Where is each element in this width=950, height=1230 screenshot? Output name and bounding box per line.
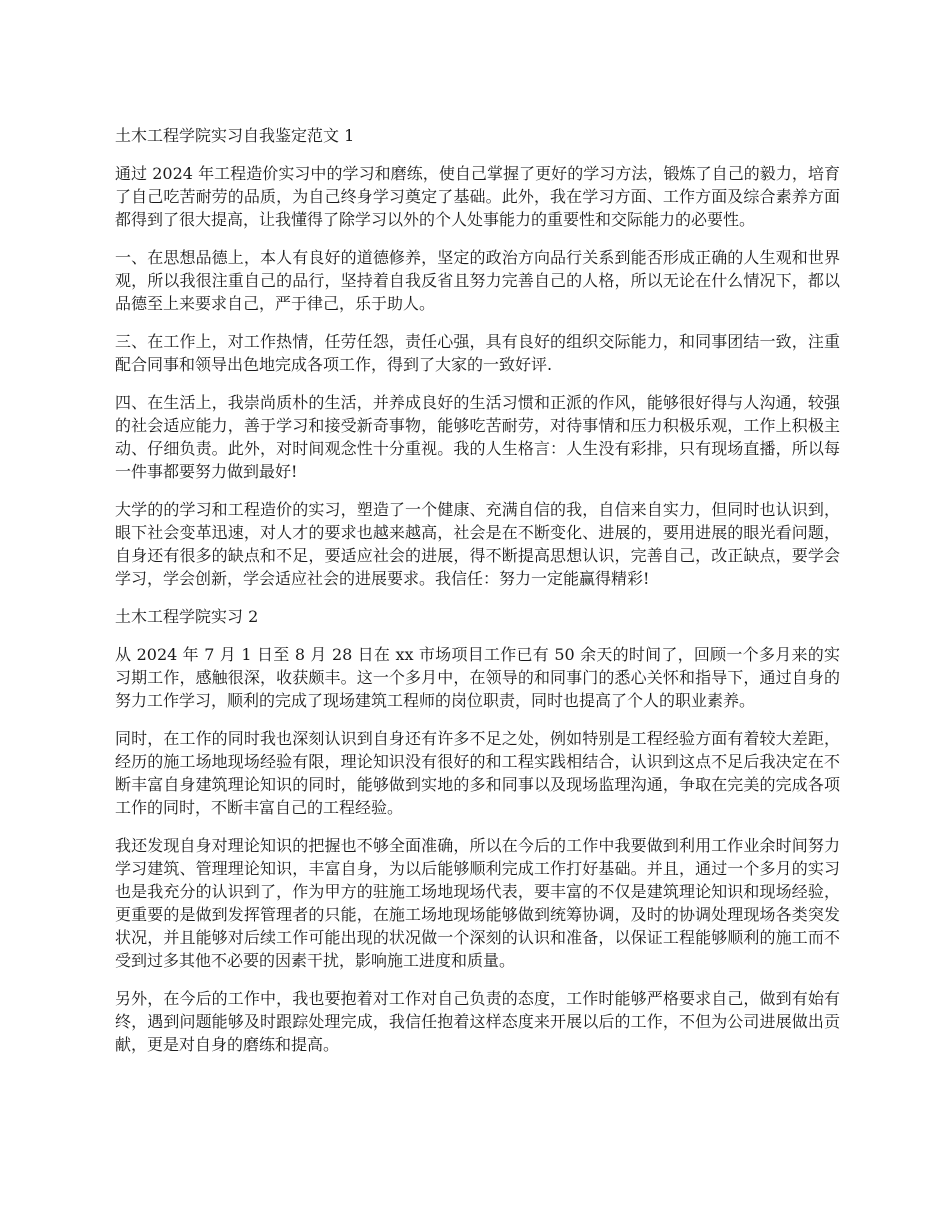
paragraph-moral: 一、在思想品德上，本人有良好的道德修养，坚定的政治方向品行关系到能否形成正确的人生观和世界观，所以我很注重自己的品行，坚持着自我反省且努力完善自己的人格，所以无论在什么情况下，都以品德至上来要求自己，严于律己，乐于助人。 bbox=[115, 248, 840, 313]
paragraph-summary: 大学的的学习和工程造价的实习，塑造了一个健康、充满自信的我，自信来自实力，但同时也认识到，眼下社会变革迅速，对人才的要求也越来越高，社会是在不断变化、进展的，要用进展的眼光看问题，自身还有很多的缺点和不足，要适应社会的进展，得不断提高思想认识，完善自己，改正缺点，要学会学习，学会创新，学会适应社会的进展要求。我信任：努力一定能赢得精彩! bbox=[115, 500, 840, 588]
paragraph-work: 三、在工作上，对工作热情，任劳任怨，责任心强，具有良好的组织交际能力，和同事团结一致，注重配合同事和领导出色地完成各项工作，得到了大家的一致好评. bbox=[115, 332, 840, 374]
section-heading-1: 土木工程学院实习自我鉴定范文 1 bbox=[115, 126, 355, 145]
paragraph-future: 另外，在今后的工作中，我也要抱着对工作对自己负责的态度，工作时能够严格要求自己，做到有始有终，遇到问题能够及时跟踪处理完成，我信任抱着这样态度来开展以后的工作，不但为公司进展做出贡献，更是对自身的磨练和提高。 bbox=[115, 989, 840, 1054]
paragraph-life: 四、在生活上，我崇尚质朴的生活，并养成良好的生活习惯和正派的作风，能够很好得与人沟通，较强的社会适应能力，善于学习和接受新奇事物，能够吃苦耐劳，对待事情和压力积极乐观，工作上积极主动、仔细负责。此外，对时间观念性十分重视。我的人生格言：人生没有彩排，只有现场直播，所以每一件事都要努力做到最好! bbox=[115, 393, 840, 481]
paragraph-theory: 我还发现自身对理论知识的把握也不够全面准确，所以在今后的工作中我要做到利用工作业余时间努力学习建筑、管理理论知识，丰富自身，为以后能够顺利完成工作打好基础。并且，通过一个多月的实习也是我充分的认识到了，作为甲方的驻施工场地现场代表，要丰富的不仅是建筑理论知识和现场经验，更重要的是做到发挥管理者的只能，在施工场地现场能够做到统筹协调，及时的协调处理现场各类突发状况，并且能够对后续工作可能出现的状况做一个深刻的认识和准备，以保证工程能够顺利的施工而不受到过多其他不必要的因素干扰，影响施工进度和质量。 bbox=[115, 836, 840, 970]
paragraph-internship-period: 从 2024 年 7 月 1 日至 8 月 28 日在 xx 市场项目工作已有 50 余天的时间了，回顾一个多月来的实习期工作，感触很深，收获颇丰。这一个多月中，在领导的和同事门的悉心关怀和指导下，通过自身的努力工作学习，顺利的完成了现场建筑工程师的岗位职责，同时也提高了个人的职业素养。 bbox=[115, 645, 840, 710]
paragraph-shortcomings: 同时，在工作的同时我也深刻认识到自身还有许多不足之处，例如特别是工程经验方面有着较大差距，经历的施工场地现场经验有限，理论知识没有很好的和工程实践相结合，认识到这点不足后我决定在不断丰富自身建筑理论知识的同时，能够做到实地的多和同事以及现场监理沟通，争取在完美的完成各项工作的同时，不断丰富自己的工程经验。 bbox=[115, 729, 840, 817]
document-body bbox=[115, 124, 840, 1071]
section-heading-2: 土木工程学院实习 2 bbox=[115, 607, 259, 626]
paragraph-intro: 通过 2024 年工程造价实习中的学习和磨练，使自己掌握了更好的学习方法，锻炼了自己的毅力，培育了自己吃苦耐劳的品质，为自己终身学习奠定了基础。此外，我在学习方面、工作方面及综合素养方面都得到了很大提高，让我懂得了除学习以外的个人处事能力的重要性和交际能力的必要性。 bbox=[115, 164, 840, 229]
